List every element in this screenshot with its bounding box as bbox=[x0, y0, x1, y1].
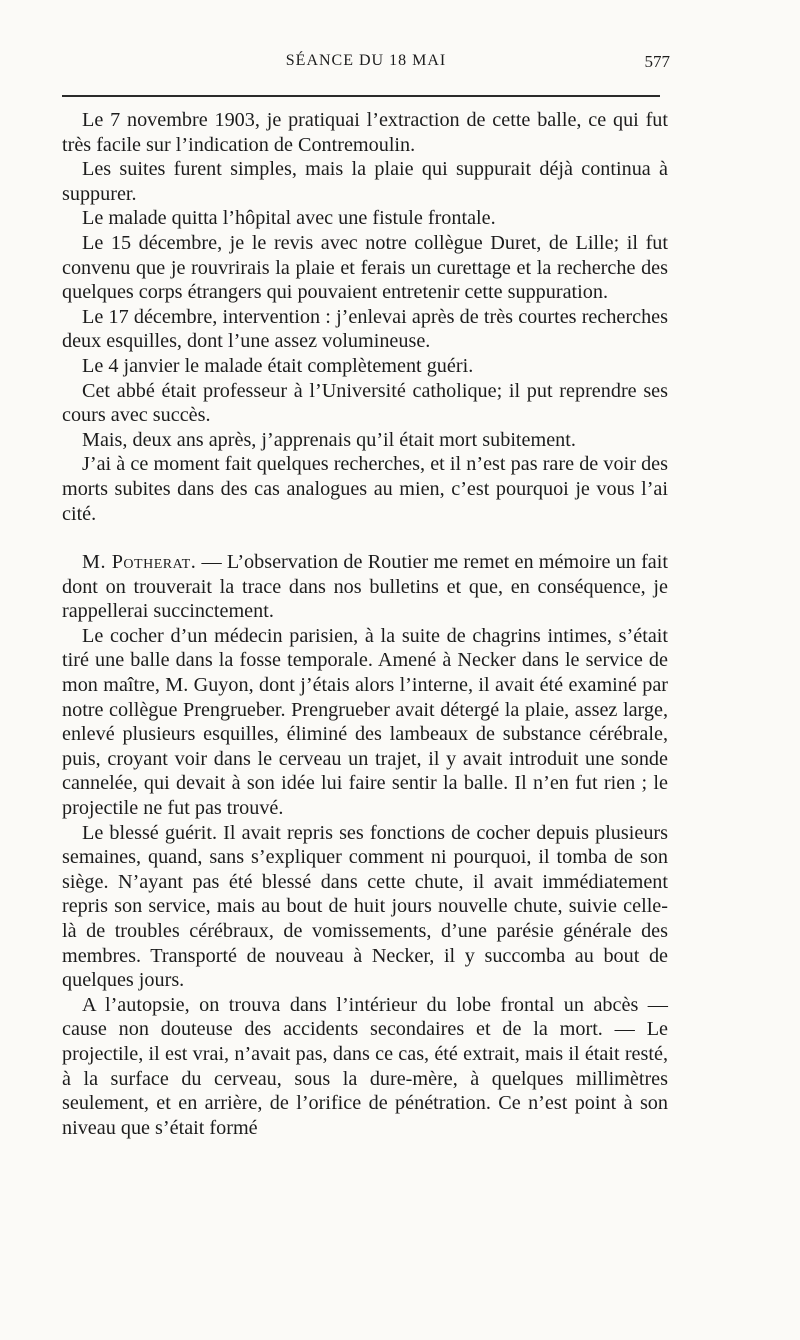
header-rule bbox=[62, 95, 660, 97]
paragraph: J’ai à ce moment fait quelques recherches, et il n’est pas rare de voir des morts subites dans des cas analogues au mien, c’est pourquoi je vous l’ai cité. bbox=[62, 453, 668, 525]
paragraph: Le 4 janvier le malade était complètement guéri. bbox=[82, 354, 474, 377]
paragraph: Le cocher d’un médecin parisien, à la suite de chagrins intimes, s’était tiré une balle dans la fosse temporale. Amené à Necker dans le service de mon maître, M. Guyon, dont j’étais alors l’interne, il avait été examiné par notre collègue Prengrueber. Prengrueber avait détergé la plaie, assez large, enlevé plusieurs esquilles, éliminé des lambeaux de substance cérébrale, puis, croyant voir dans le cerveau un trajet, il y avait introduit une sonde cannelée, qui devait à son idée lui faire sentir la balle. Il n’en fut rien ; le projectile ne fut pas trouvé. bbox=[62, 624, 668, 820]
paragraph: Le blessé guérit. Il avait repris ses fonctions de cocher depuis plusieurs semaines, quand, sans s’expliquer comment ni pourquoi, il tomba de son siège. N’ayant pas été blessé dans cette chute, il avait immédiatement repris son service, mais au bout de huit jours nouvelle chute, suivie celle-là de troubles cérébraux, de vomissements, d’une parésie générale des membres. Transporté de nouveau à Necker, il y succomba au bout de quelques jours. bbox=[62, 821, 668, 992]
paragraph: Les suites furent simples, mais la plaie qui suppurait déjà continua à suppurer. bbox=[62, 158, 668, 205]
running-title: SÉANCE DU 18 MAI bbox=[285, 52, 447, 69]
page-number: 577 bbox=[644, 52, 670, 71]
page-header bbox=[62, 52, 670, 76]
paragraph: Le 15 décembre, je le revis avec notre collègue Duret, de Lille; il fut convenu que je rouvrirais la plaie et ferais un curettage et la recherche des quelques corps étrangers qui pouvaient entretenir cette suppuration. bbox=[62, 231, 668, 304]
paragraph: Cet abbé était professeur à l’Université catholique; il put reprendre ses cours avec succès. bbox=[62, 379, 668, 427]
paragraph: Le 7 novembre 1903, je pratiquai l’extraction de cette balle, ce qui fut très facile sur l’indication de Contremoulin. bbox=[62, 109, 668, 156]
speaker-name: M. Potherat. bbox=[82, 551, 197, 574]
body-text bbox=[62, 108, 668, 1140]
paragraph: Le malade quitta l’hôpital avec une fistule frontale. bbox=[82, 207, 496, 230]
paragraph: A l’autopsie, on trouva dans l’intérieur du lobe frontal un abcès — cause non douteuse des accidents secondaires et de la mort. — Le projectile, il est vrai, n’avait pas, dans ce cas, été extrait, mais il était resté, à la surface du cerveau, sous la dure-mère, à quelques millimètres seulement, et en arrière, de l’orifice de pénétration. Ce n’est point à son niveau que s’était formé bbox=[62, 993, 668, 1139]
intervention-paragraph bbox=[62, 550, 668, 624]
paragraph: Mais, deux ans après, j’apprenais qu’il était mort subitement. bbox=[82, 428, 576, 451]
intervention-text: — L’observation de Routier me remet en mémoire un fait dont on trouverait la trace dans nos bulletins et que, en conséquence, je rappellerai succinctement. bbox=[62, 551, 668, 623]
paragraph: Le 17 décembre, intervention : j’enlevai après de très courtes recherches deux esquilles, dont l’une assez volumineuse. bbox=[62, 305, 668, 353]
